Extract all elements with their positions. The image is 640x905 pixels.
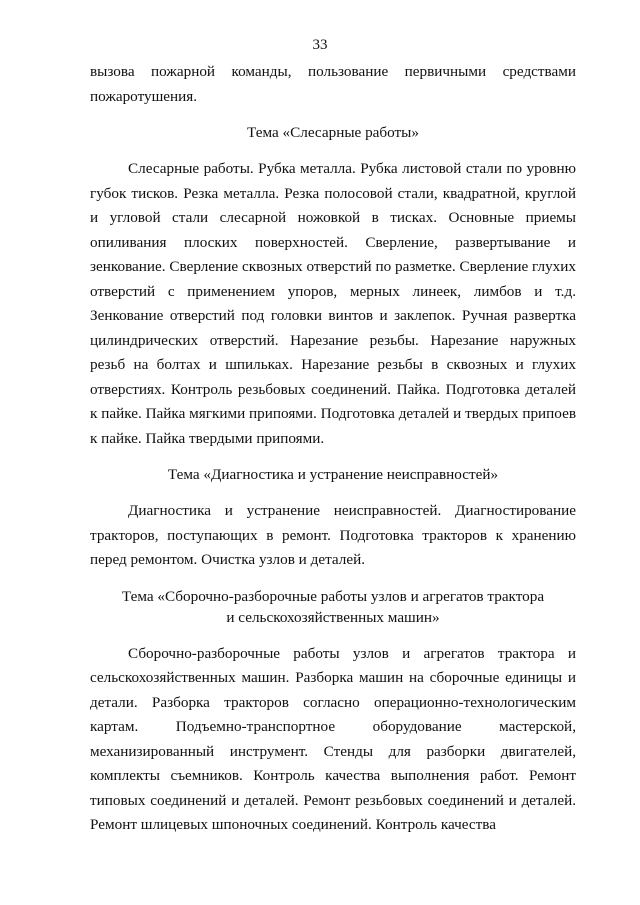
section-heading-metalwork bbox=[90, 122, 576, 143]
section-text-diagnostics: Диагностика и устранение неисправностей. Диагностирование тракторов, поступающих в ремонт. Подготовка тракторов к хранению перед ремонтом. Очистка узлов и деталей. bbox=[90, 502, 576, 568]
page-number: 33 bbox=[312, 37, 328, 53]
page-content bbox=[90, 60, 576, 838]
section-heading-diagnostics bbox=[90, 464, 576, 485]
section-heading-assembly bbox=[90, 586, 576, 628]
section-heading-line: Тема «Диагностика и устранение неисправностей» bbox=[167, 466, 499, 483]
section-heading-line: Тема «Слесарные работы» bbox=[247, 124, 419, 141]
section-text-metalwork: Слесарные работы. Рубка металла. Рубка листовой стали по уровню губок тисков. Резка металла. Резка полосовой стали, квадратной, круглой и угловой стали слесарной ножовкой в тисках. Основные приемы опиливания плоских поверхностей. Сверление, развертывание и зенкование. Сверление сквозных отверстий по разметке. Сверление глухих отверстий с применением упоров, мерных линеек, лимбов и т.д. Зенкование отверстий под головки винтов и заклепок. Ручная развертка цилиндрических отверстий. Нарезание резьбы. Нарезание наружных резьб на болтах и шпильках. Нарезание резьбы в сквозных и глухих отверстиях. Контроль резьбовых соединений. Пайка. Подготовка деталей к пайке. Пайка мягкими припоями. Подготовка деталей и твердых припоев к пайке. Пайка твердыми припоями. bbox=[90, 160, 576, 447]
intro-paragraph: вызова пожарной команды, пользование первичными средствами пожаротушения. bbox=[90, 63, 576, 105]
section-heading-line: Тема «Сборочно-разборочные работы узлов и агрегатов трактора bbox=[121, 587, 545, 605]
section-heading-line: и сельскохозяйственных машин» bbox=[226, 608, 440, 626]
section-text-assembly: Сборочно-разборочные работы узлов и агрегатов трактора и сельскохозяйственных машин. Разборка машин на сборочные единицы и детали. Разборка тракторов согласно операционно-технологическим картам. Подъемно-транспортное оборудование мастерской, механизированный инструмент. Стенды для разборки двигателей, комплекты съемников. Контроль качества выполнения работ. Ремонт типовых соединений и деталей. Ремонт резьбовых соединений и деталей. Ремонт шлицевых шпоночных соединений. Контроль качества bbox=[90, 644, 576, 833]
